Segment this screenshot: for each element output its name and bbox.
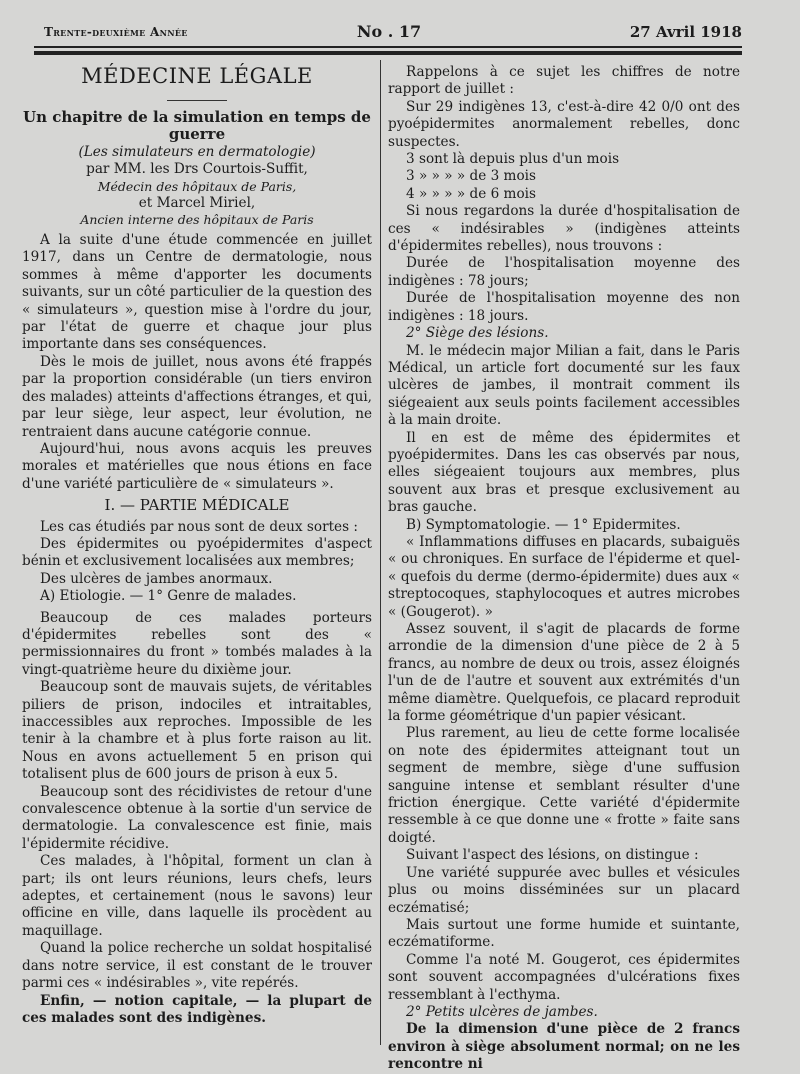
paragraph: Sur 29 indigènes 13, c'est-à-dire 42 0/0 ont des pyoépidermites anormalement rebelles, donc suspectes. [388, 98, 740, 150]
paragraph: A la suite d'une étude commencée en juillet 1917, dans un Centre de dermatologie, nous sommes à même d'apporter les documents suivants, sur un côté particulier de la question des « simulateurs », question mise à l'ordre du jour, par l'état de guerre et chaque jour plus importante dans ses conséquences. [22, 232, 372, 353]
paragraph: Ces malades, à l'hôpital, forment un clan à part; ils ont leurs réunions, leurs chefs, leurs adeptes, et certainement (nous le savons) leur officine en ville, dans laquelle ils procèdent au maquillage. [22, 853, 372, 939]
article-subtitle: (Les simulateurs en dermatologie) [78, 143, 316, 160]
left-column [22, 64, 372, 1027]
paragraph: Plus rarement, au lieu de cette forme localisée on note des épidermites atteignant tout un segment de membre, siège d'une suffusion sanguine intense et semblant résulter d'une friction énergique. Cette variété d'épidermite ressemble à ce que donne une « frotte » faite sans doigté. [388, 725, 740, 846]
paragraph: M. le médecin major Milian a fait, dans le Paris Médical, un article fort documenté sur les faux ulcères de jambes, il montrait comment ils siégeaient aux seuls points facilement accessibles à la main droite. [388, 342, 740, 429]
header-rule-thick [34, 51, 742, 55]
paragraph: Des ulcères de jambes anormaux. [40, 570, 273, 587]
title-divider [167, 100, 227, 101]
article-rubric-title: MÉDECINE LÉGALE [81, 64, 313, 88]
list-line: 3 » » » » de 3 mois [406, 168, 536, 185]
paragraph: Une variété suppurée avec bulles et vésicules plus ou moins disséminées sur un placard eczématisé; [388, 864, 740, 916]
subsection-heading: B) Symptomatologie. — 1° Epidermites. [406, 516, 681, 533]
paragraph: Suivant l'aspect des lésions, on distingue : [406, 847, 699, 864]
paragraph: Dès le mois de juillet, nous avons été frappés par la proportion considérable (un tiers environ des malades) atteints d'affections étranges, et qui, par leur siège, leur aspect, leur évolution, ne rentraient dans aucune catégorie connue. [22, 353, 372, 440]
subsection-heading: 2° Siège des lésions. [406, 325, 549, 342]
paragraph: Beaucoup sont des récidivistes de retour d'une convalescence obtenue à la sortie d'un service de dermatologie. La convalescence est finie, mais l'épidermite récidive. [22, 783, 372, 852]
author-line-1: par MM. les Drs Courtois-Suffit, [86, 161, 308, 178]
paragraph: Aujourd'hui, nous avons acquis les preuves morales et matérielles que nous étions en face d'une variété particulière de « simulateurs ». [22, 440, 372, 492]
list-line: 4 » » » » de 6 mois [406, 185, 536, 202]
header-issue-number: No . 17 [356, 22, 422, 41]
paragraph: Durée de l'hospitalisation moyenne des indigènes : 78 jours; [388, 255, 740, 289]
paragraph: Beaucoup sont de mauvais sujets, de véritables piliers de prison, indociles et intraitables, inaccessibles aux reproches. Impossible de les tenir à la chambre et à plus forte raison au lit. Nous en avons actuellement 5 en prison qui totalisent plus de 600 jours de prison à eux 5. [22, 679, 372, 783]
paragraph: Les cas étudiés par nous sont de deux sortes : [40, 518, 358, 535]
article-title: Un chapitre de la simulation en temps de guerre [23, 108, 371, 144]
paragraph: Mais surtout une forme humide et suintante, eczématiforme. [388, 916, 740, 951]
author-2-role: Ancien interne des hôpitaux de Paris [80, 212, 314, 228]
paragraph: Durée de l'hospitalisation moyenne des non indigènes : 18 jours. [388, 290, 740, 324]
author-1-role: Médecin des hôpitaux de Paris, [97, 178, 297, 194]
paragraph: Des épidermites ou pyoépidermites d'aspect bénin et exclusivement localisées aux membres; [22, 535, 372, 570]
subsection-heading: A) Etiologie. — 1° Genre de malades. [40, 588, 297, 605]
paragraph: Beaucoup de ces malades porteurs d'épidermites rebelles sont des « permissionnaires du front » tombés malades à la vingt-quatrième heure du dixième jour. [22, 609, 372, 678]
list-line: 3 sont là depuis plus d'un mois [406, 151, 620, 168]
paragraph: Comme l'a noté M. Gougerot, ces épidermites sont souvent accompagnées d'ulcérations fixes ressemblant à l'ecthyma. [388, 951, 740, 1003]
paragraph: Si nous regardons la durée d'hospitalisation de ces « indésirables » (indigènes atteints d'épidermites rebelles), nous trouvons : [388, 203, 740, 255]
column-divider [380, 60, 381, 1045]
author-line-2: et Marcel Miriel, [138, 194, 256, 211]
section-heading: I. — PARTIE MÉDICALE [104, 496, 290, 515]
paragraph: Rappelons à ce sujet les chiffres de notre rapport de juillet : [388, 64, 740, 98]
paragraph: Il en est de même des épidermites et pyoépidermites. Dans les cas observés par nous, elles siégeaient toujours aux membres, plus souvent aux bras et presque exclusivement au bras gauche. [388, 429, 740, 516]
page-header [36, 22, 742, 46]
paragraph: Assez souvent, il s'agit de placards de forme arrondie de la dimension d'une pièce de 2 à 5 francs, au nombre de deux ou trois, assez éloignés l'un de de l'autre et souvent aux extrémités d'un même diamètre. Quelquefois, ce placard reproduit la forme géométrique d'un papier vésicant. [388, 621, 740, 725]
paragraph: Quand la police recherche un soldat hospitalisé dans notre service, il est constant de le trouver parmi ces « indésirables », vite repérés. [22, 940, 372, 992]
right-column [388, 64, 740, 1074]
paragraph: Enfin, — notion capitale, — la plupart de ces malades sont des indigènes. [22, 992, 372, 1026]
quotation: « Inflammations diffuses en placards, subaiguës « ou chroniques. En surface de l'épiderme et quel- « quefois du derme (dermo-épidermite) dues aux « streptocoques, staphylocoques et autres microbes « (Gougerot). » [388, 533, 740, 620]
paragraph: De la dimension d'une pièce de 2 francs environ à siège absolument normal; on ne les rencontre ni [388, 1021, 740, 1073]
header-date: 27 Avril 1918 [629, 23, 742, 41]
header-rule-thin [34, 46, 742, 48]
subsection-heading: 2° Petits ulcères de jambes. [406, 1003, 598, 1020]
header-year: Trente-deuxième Année [44, 25, 188, 39]
